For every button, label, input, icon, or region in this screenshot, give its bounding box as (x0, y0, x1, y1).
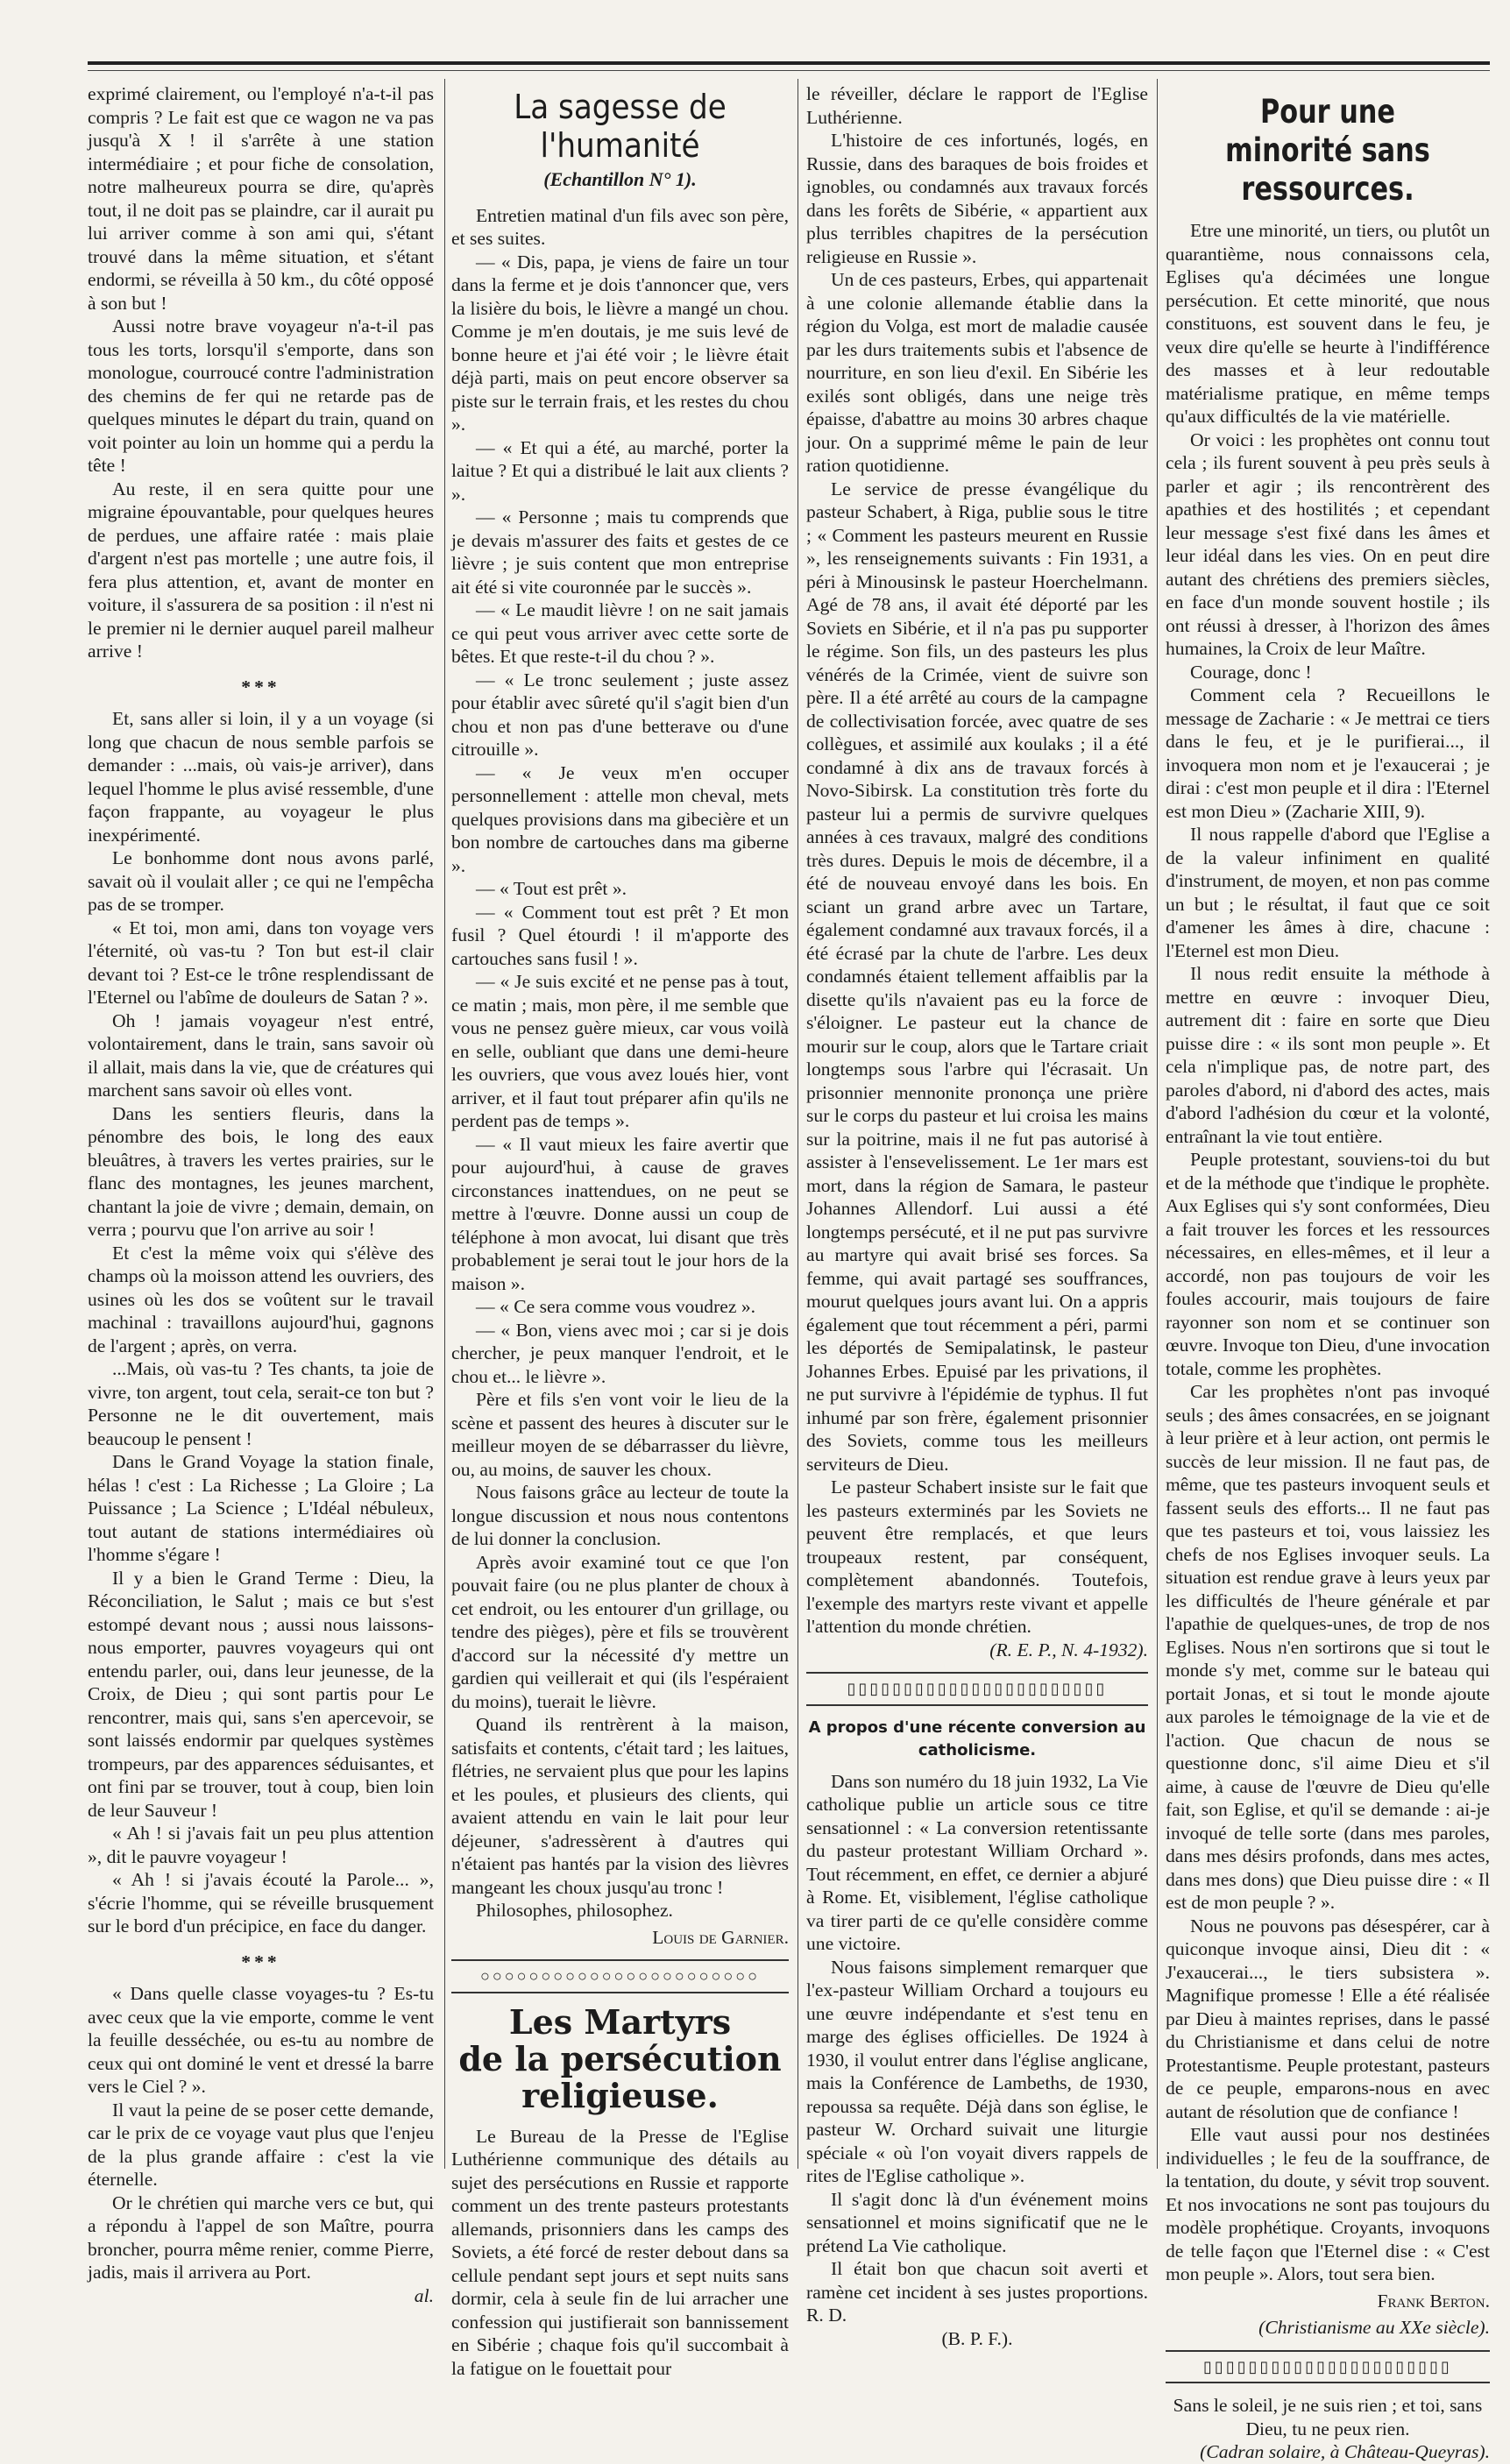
paragraph: Le service de presse évangélique du pasteur Schabert, à Riga, publie sous le titre ; « Comment les pasteurs meurent en Russie », les renseignements suivants : Fin 1931, a péri à Minousinsk le pasteur Hoerchelmann. Agé de 78 ans, il avait été déporté par les Soviets en Sibérie, et il n'a pas pu supporter le régime. Son fils, un des pasteurs les plus vénérés de la Crimée, vient de suivre son père. Il a été arrêté au cours de la campagne de collectivisation forcée, avec quatre de ses collègues, et assimilé aux koulaks ; il a été condamné à dix ans de travaux forcés à Novo-Sibirsk. La constitution très forte du pasteur lui a permis de survivre quelques années à ces travaux, malgré des conditions très dures. Depuis le mois de décembre, il a été de nouveau envoyé dans les bois. En sciant un grand arbre avec un Tartare, également condamné aux travaux forcés, il a été écrasé par la chute de l'arbre. Les deux condamnés étaient tellement affaiblis par la disette qu'ils n'avaient pas eu la force de s'éloigner. Le pasteur eut la chance de mourir sur le coup, alors que le Tartare criait longtemps sous l'arbre qui l'écrasait. Un prisonnier mennonite prononça une prière sur le corps du pasteur et lui croisa les mains sur la poitrine, mais il ne fut pas autorisé à assister à l'ensevelissement. Le 1er mars est mort, dans la région de Samara, le pasteur Johannes Allendorf. Lui aussi a été longtemps persécuté, et il ne put pas survivre au martyre qui avait brisé ses forces. Sa femme, qui avait partagé ses souffrances, mourut quelques jours avant lui. On a appris également que tout récemment a péri, parmi les déportés de Semipalatinsk, le pasteur Johannes Erbes. Epuisé par les privations, il ne put survivre à l'épidémie de typhus. Il fut inhumé par son frère, également prisonnier des Soviets, comme tous les meilleurs serviteurs de Dieu. (806, 478, 1148, 1475)
paragraph: exprimé clairement, ou l'employé n'a-t-il pas compris ? Le fait est que ce wagon ne va pas jusqu'à X ! il s'arrête à une station intermédiaire ; et pour fiche de consolation, notre malheureux pourra se dire, qu'après tout, il ne doit pas se plaindre, car il aurait pu lui arriver comme à son ami qui, s'étant trouvé dans la même situation, et s'étant endormi, se réveilla à 50 km., du côté opposé à son but ! (88, 83, 434, 314)
paragraph: L'histoire de ces infortunés, logés, en Russie, dans des baraques de bois froides et ignobles, ou condamnés aux travaux forcés dans les forêts de Sibérie, « appartient aux plus terribles chapitres de la persécution religieuse en Russie ». (806, 130, 1148, 267)
paragraph: Elle vaut aussi pour nos destinées individuelles ; le feu de la souffrance, de la tentation, du doute, y sévit trop souvent. Et nos invocations ne sont pas toujours du modèle prophétique. Croyants, invoquons de telle façon que l'Eternel dise : « C'est mon peuple ». Alors, tout sera bien. (1166, 2124, 1490, 2284)
ornament-rule: ○○○○○○○○○○○○○○○○○○○○○○○ (451, 1959, 789, 1993)
article-subtitle: (Echantillon N° 1). (543, 168, 697, 190)
article-headline: A propos d'une récente conversion au catholicisme. (808, 1717, 1146, 1759)
top-rule-thin (88, 70, 1490, 71)
paragraph: Philosophes, philosophez. (476, 1900, 673, 1921)
paragraph: Après avoir examiné tout ce que l'on pouvait faire (ou ne plus planter de choux à cet endroit, ou les entourer d'un grillage, ou tendre des pièges), père et fils se trouvèrent d'accord sur la nécessité d'y mettre un gardien qui veillerait et qui (ils l'espéraient du moins), tuerait le lièvre. (451, 1551, 789, 1712)
signature: Louis de Garnier. (652, 1926, 789, 1948)
paragraph: « Ah ! si j'avais écouté la Parole... », s'écrie l'homme, qui se réveille brusquement sur le bord d'un précipice, en face du danger. (88, 1869, 434, 1937)
paragraph: Peuple protestant, souviens-toi du but et de la méthode que t'indique le prophète. Aux Eglises qui s'y sont conformées, Dieu a fait trouver les forces et les ressources nécessaires, en elles-mêmes, et il leur a accordé, non pas toujours de voir les foules accourir, mais toujours de faire rayonner son nom et se continuer son œuvre. Invoque ton Dieu, d'une invocation totale, comme les prophètes. (1166, 1149, 1490, 1379)
paragraph: Le pasteur Schabert insiste sur le fait que les pasteurs exterminés par les Soviets ne peuvent être remplacés, et que leurs troupeaux restent, par conséquent, complètement abandonnés. Toutefois, l'exemple des martyrs reste vivant et appelle l'attention du monde chrétien. (806, 1476, 1148, 1637)
paragraph: — « Dis, papa, je viens de faire un tour dans la ferme et je dois t'annoncer que, vers la lisière du bois, le lièvre a mangé un chou. Comme je m'en doutais, je me suis levé de bonne heure et j'ai été voir ; le lièvre était déjà parti, mais on peut encore observer sa piste sur le terrain frais, et les restes du chou ». (451, 251, 789, 435)
paragraph: Aussi notre brave voyageur n'a-t-il pas tous les torts, lorsqu'il s'emporte, dans son monologue, courroucé contre l'administration des chemins de fer qui ne retarde pas de quelques minutes le départ du train, quand on voit pointer au loin un homme qui a perdu la tête ! (88, 315, 434, 476)
paragraph: — « Je suis excité et ne pense pas à tout, ce matin ; mais, mon père, il me semble que vous ne pensez guère mieux, car vous voilà en selle, oubliant que dans une demi-heure les ouvriers, que vous avez loués hier, vont arriver, et il faut tout préparer afin qu'ils ne perdent pas de temps ». (451, 971, 789, 1131)
article-title (451, 2001, 789, 2115)
ornament-rule: ▯▯▯▯▯▯▯▯▯▯▯▯▯▯▯▯▯▯▯▯▯▯▯ (806, 1672, 1148, 1706)
source: (Christianisme au XXe siècle). (1258, 2317, 1490, 2338)
paragraph: Père et fils s'en vont voir le lieu de la scène et passent des heures à discuter sur le meilleur moyen de se débarrasser du lièvre, ou, au moins, de sauver les choux. (451, 1389, 789, 1480)
paragraph: Etre une minorité, un tiers, ou plutôt un quarantième, nous connaissons cela, Eglises qu'a décimées une longue persécution. Et cette minorité, que nous constituons, est souvent dans le feu, je veux dire qu'elle se heurte à l'indifférence des masses et à leur redoutable matérialisme pratique, en même temps qu'aux difficultés de la vie matérielle. (1166, 220, 1490, 427)
paragraph: — « Il vaut mieux les faire avertir que pour aujourd'hui, à cause de graves circonstances inattendues, on ne peut se mettre à l'œuvre. Donne aussi un coup de téléphone à mon avocat, lui disant que très probablement je serai tout le jour hors de la maison ». (451, 1133, 789, 1294)
column-1 (88, 82, 434, 2306)
paragraph: Or voici : les prophètes ont connu tout cela ; ils furent souvent à peu près seuls à parler et agir ; ils rencontrèrent des apathies et des hostilités ; et cependant leur message s'est fixé dans les âmes et leur idéal dans les vies. On en peut dire autant des chrétiens des premiers siècles, en face d'un monde souvent hostile ; ils ont réussi à dresser, à l'horizon des âmes humaines, la Croix de leur Maître. (1166, 428, 1490, 659)
footer-source: (Cadran solaire, à Château-Queyras). (1200, 2441, 1490, 2462)
paragraph: Comment cela ? Recueillons le message de Zacharie : « Je mettrai ce tiers dans le feu, et je le purifierai..., il invoquera mon nom et je l'exaucerai ; je dirai : c'est mon peuple et il dira : l'Eternel est mon Dieu » (Zacharie XIII, 9). (1166, 684, 1490, 822)
paragraph: Il vaut la peine de se poser cette demande, car le prix de ce voyage vaut plus que l'enjeu de la plus grande affaire : c'est la vie éternelle. (88, 2099, 434, 2190)
paragraph: — « Bon, viens avec moi ; car si je dois chercher, je peux manquer l'endroit, et le chou et... le lièvre ». (451, 1319, 789, 1387)
column-4 (1166, 82, 1490, 2462)
paragraph: Dans son numéro du 18 juin 1932, La Vie catholique publie un article sous ce titre sensationnel : « La conversion retentissante du pasteur protestant William Orchard ». Tout récemment, en effet, ce dernier a abjuré à Rome. Et, visiblement, l'église catholique va tirer parti de ce qu'elle considère comme une victoire. (806, 1770, 1148, 1954)
paragraph: Courage, donc ! (1190, 661, 1312, 683)
paragraph: Nous ne pouvons pas désespérer, car à quiconque invoque ainsi, Dieu dit : « J'exaucerai..., le tiers subsistera ». Magnifique promesse ! Elle a été réalisée par Dieu à maintes reprises, dans le passé du Christianisme et dans celui de notre Protestantisme. Peuple protestant, pasteurs de ce peuple, emparons-nous en avec autant de résolution que de confiance ! (1166, 1915, 1490, 2122)
paragraph: Entretien matinal d'un fils avec son père, et ses suites. (451, 204, 789, 249)
paragraph: Or le chrétien qui marche vers ce but, qui a répondu à l'appel de son Maître, pourra broncher, pourra même renier, comme Pierre, jadis, mais il arrivera au Port. (88, 2191, 434, 2283)
paragraph: « Dans quelle classe voyages-tu ? Es-tu avec ceux que la vie emporte, comme le vent la feuille desséchée, ou es-tu au nombre de ceux qui ont dominé le vent et dressé la barre vers le Ciel ? ». (88, 1983, 434, 2097)
signature: Frank Berton. (1377, 2290, 1490, 2312)
source: (R. E. P., N. 4-1932). (989, 1639, 1148, 1660)
column-divider (1157, 79, 1158, 2169)
paragraph: Il y a bien le Grand Terme : Dieu, la Réconciliation, le Salut ; mais ce but s'est estompé devant nous ; aussi nous laissons-nous emporter, pauvres voyageurs qui ont entendu parler, oui, dans leur jeunesse, de la Croix, de Dieu ; qui sont partis pour Le rencontrer, mais qui, sans s'en apercevoir, se sont laissés endormir par quelques systèmes trompeurs, par des apparences séduisantes, et ont fini par se trouver, tout à coup, bien loin de leur Sauveur ! (88, 1567, 434, 1821)
paragraph: Il nous rappelle d'abord que l'Eglise a de la valeur infiniment en qualité d'instrument, de moyen, et non pas comme un but ; le résultat, il faut que ce soit d'amener les âmes à dire, chacune : l'Eternel est mon Dieu. (1166, 824, 1490, 961)
paragraph: le réveiller, déclare le rapport de l'Eglise Luthérienne. (806, 83, 1148, 128)
column-3 (806, 82, 1148, 2349)
paragraph: — « Et qui a été, au marché, porter la laitue ? Et qui a distribué le lait aux clients ? ». (451, 436, 789, 505)
paragraph: « Ah ! si j'avais fait un peu plus attention », dit le pauvre voyageur ! (88, 1823, 434, 1867)
paragraph: Il nous redit ensuite la méthode à mettre en œuvre : invoquer Dieu, autrement dit : faire en sorte que Dieu puisse dire : « ils sont mon peuple ». Et cela n'implique pas, de notre part, des paroles d'abord, ni d'abord des actes, mais d'abord l'adhésion du cœur et la volonté, entraînant la vie tout entière. (1166, 963, 1490, 1147)
paragraph: — « Tout est prêt ». (476, 878, 627, 899)
column-2 (451, 82, 789, 2379)
paragraph: « Et toi, mon ami, dans ton voyage vers l'éternité, où vas-tu ? Ton but est-il clair devant toi ? Est-ce le trône resplendissant de l'Eternel ou l'abîme de douleurs de Satan ? ». (88, 917, 434, 1008)
paragraph: Dans le Grand Voyage la station finale, hélas ! c'est : La Richesse ; La Gloire ; La Puissance ; La Science ; L'Idéal nébuleux, tout autant de stations intermédiaires où l'homme s'égare ! (88, 1451, 434, 1565)
title-line: Les Martyrs (508, 2001, 732, 2042)
signature: al. (414, 2284, 434, 2306)
paragraph: Au reste, il en sera quitte pour une migraine épouvantable, pour quelques heures de perdues, une affaire ratée : mais plaie d'argent n'est pas mortelle ; une autre fois, il fera plus attention, et, avant de monter en voiture, il s'assurera de sa position : il n'est ni le premier ni le dernier auquel pareil malheur arrive ! (88, 478, 434, 662)
paragraph: Oh ! jamais voyageur n'est entré, volontairement, dans le train, sans savoir où il allait, mais dans la vie, que de créatures qui marchent sans savoir où elles vont. (88, 1009, 434, 1101)
top-rule (88, 61, 1490, 65)
paragraph: Et, sans aller si loin, il y a un voyage (si long que chacun de nous semble parfois se demander : ...mais, où vais-je arriver), dans lequel l'homme le plus avisé ressemble, d'une façon frappante, au voyageur le plus inexpérimenté. (88, 708, 434, 846)
paragraph: — « Le maudit lièvre ! on ne sait jamais ce qui peut vous arriver avec cette sorte de bêtes. Et que reste-t-il du chou ? ». (451, 599, 789, 667)
paragraph: — « Le tronc seulement ; juste assez pour établir avec sûreté qu'il s'agit bien d'un chou et non pas d'une betterave ou d'une citrouille ». (451, 669, 789, 760)
source: (B. P. F.). (941, 2327, 1013, 2349)
paragraph: Et c'est la même voix qui s'élève des champs où la moisson attend les ouvriers, des usines où les dos se voûtent sur le travail machinal : travaillons aujourd'hui, gagnons de l'argent ; après, on verra. (88, 1242, 434, 1356)
paragraph: Il était bon que chacun soit averti et ramène cet incident à ses justes proportions. R. D. (806, 2258, 1148, 2326)
title-line: de la persécution religieuse. (458, 2038, 782, 2115)
paragraph: Nous faisons simplement remarquer que l'ex-pasteur William Orchard a toujours eu une œuvre indépendante et s'est tenu en marge des églises officielles. De 1924 à 1930, il voulut entrer dans l'église anglicane, mais la Conférence de Lambeths, de 1930, repoussa sa requête. Déjà dans son église, le pasteur W. Orchard suivait une liturgie spéciale « où l'on voyait divers rappels de rites de l'Eglise catholique ». (806, 1956, 1148, 2186)
paragraph: — « Ce sera comme vous voudrez ». (476, 1296, 756, 1317)
paragraph: Car les prophètes n'ont pas invoqué seuls ; des âmes consacrées, en se joignant à leur prière et à leur action, ont permis le succès de leur mission. Il ne faut pas, de même, que tes pasteurs invoquent seuls et fassent seuls des efforts... Il ne faut pas que tes pasteurs et toi, vous laissiez les chefs de nos Eglises invoquer seuls. La situation est rendue grave à leurs yeux par les difficultés de l'heure générale et par l'apathie de quelques-unes, de trop de nos Eglises. Nous n'en sortirons que si tout le monde s'y met, comme sur le bateau qui portait Jonas, et si tout le monde ajoute aux paroles le témoignage de la vie et de l'action. Que chacun de nous se questionne donc, s'il aime Dieu et s'il aime, à cause de l'œuvre de Dieu qu'elle fait, son Eglise, et qu'il se demande : ai-je invoqué de telle sorte (dans mes paroles, dans mes désirs profonds, dans mes actes, dans mes dons) que Dieu puisse dire : « Il est de mon peuple ? ». (1166, 1381, 1490, 1913)
paragraph: Dans les sentiers fleuris, dans la pénombre des bois, le long des eaux bleuâtres, à travers les vertes prairies, sur le flanc des montagnes, les jeunes marchent, chantant la joie de vivre ; demain, demain, on verra ; pourvu que l'on arrive au soir ! (88, 1102, 434, 1240)
paragraph: Quand ils rentrèrent à la maison, satisfaits et contents, c'était tard ; les laitues, flétries, ne servaient plus que pour les lapins et les poules, et plusieurs des clients, qui avaient attendu en vain le lait pour leur déjeuner, s'adressèrent à d'autres qui n'étaient pas hantés par la vision des lièvres mangeant les choux jusqu'au tronc ! (451, 1714, 789, 1898)
paragraph: Il s'agit donc là d'un événement moins sensationnel et moins significatif que ne le prétend La Vie catholique. (806, 2188, 1148, 2256)
paragraph: — « Comment tout est prêt ? Et mon fusil ? Quel étourdi ! il m'apporte des cartouches sans fusil ! ». (451, 901, 789, 969)
ornament-rule: ▯▯▯▯▯▯▯▯▯▯▯▯▯▯▯▯▯▯▯▯▯▯ (1166, 2350, 1490, 2384)
paragraph: Le bonhomme dont nous avons parlé, savait où il voulait aller ; ce qui ne l'empêcha pas de se tromper. (88, 847, 434, 915)
article-title: La sagesse de l'humanité (514, 88, 727, 165)
paragraph: Le Bureau de la Presse de l'Eglise Luthérienne communique des détails au sujet des persécutions en Russie et rapporte comment un des trente pasteurs protestants allemands, prisonniers dans les camps des Soviets, a été forcé de rester debout dans sa cellule pendant sept jours et sept nuits sans dormir, cela à seule fin de lui arracher une confession qui justifierait son bannissement en Sibérie ; chaque fois qu'il succombait à la fatigue on le fouettait pour (451, 2125, 789, 2379)
paragraph: Un de ces pasteurs, Erbes, qui appartenait à une colonie allemande établie dans la région du Volga, est mort de maladie causée par les durs traitements subis et l'absence de nourriture, en son lieu d'exil. En Sibérie les exilés sont obligés, dans une neige très épaisse, d'abattre au moins 30 arbres chaque jour. On a supprimé même le pain de leur ration quotidienne. (806, 269, 1148, 476)
article-title: Pour une minorité sans ressources. (1225, 93, 1430, 208)
paragraph: — « Je veux m'en occuper personnellement : attelle mon cheval, mets quelques provisions dans ma gibecière et un bon nombre de cartouches dans ma giberne ». (451, 761, 789, 876)
section-separator: *** (241, 676, 280, 697)
paragraph: Nous faisons grâce au lecteur de toute la longue discussion et nous nous contentons de lui donner la conclusion. (451, 1482, 789, 1549)
paragraph: — « Personne ; mais tu comprends que je devais m'assurer des faits et gestes de ce lièvre ; je suis content que mon entreprise ait été si vite couronnée par le succès ». (451, 506, 789, 598)
footer-quote: Sans le soleil, je ne suis rien ; et toi, sans Dieu, tu ne peux rien. (1173, 2395, 1483, 2439)
section-separator: *** (241, 1951, 280, 1972)
paragraph: ...Mais, où vas-tu ? Tes chants, ta joie de vivre, ton argent, tout cela, serait-ce ton but ? Personne ne le dit ouvertement, mais beaucoup le pensent ! (88, 1358, 434, 1449)
column-divider (444, 79, 445, 2169)
